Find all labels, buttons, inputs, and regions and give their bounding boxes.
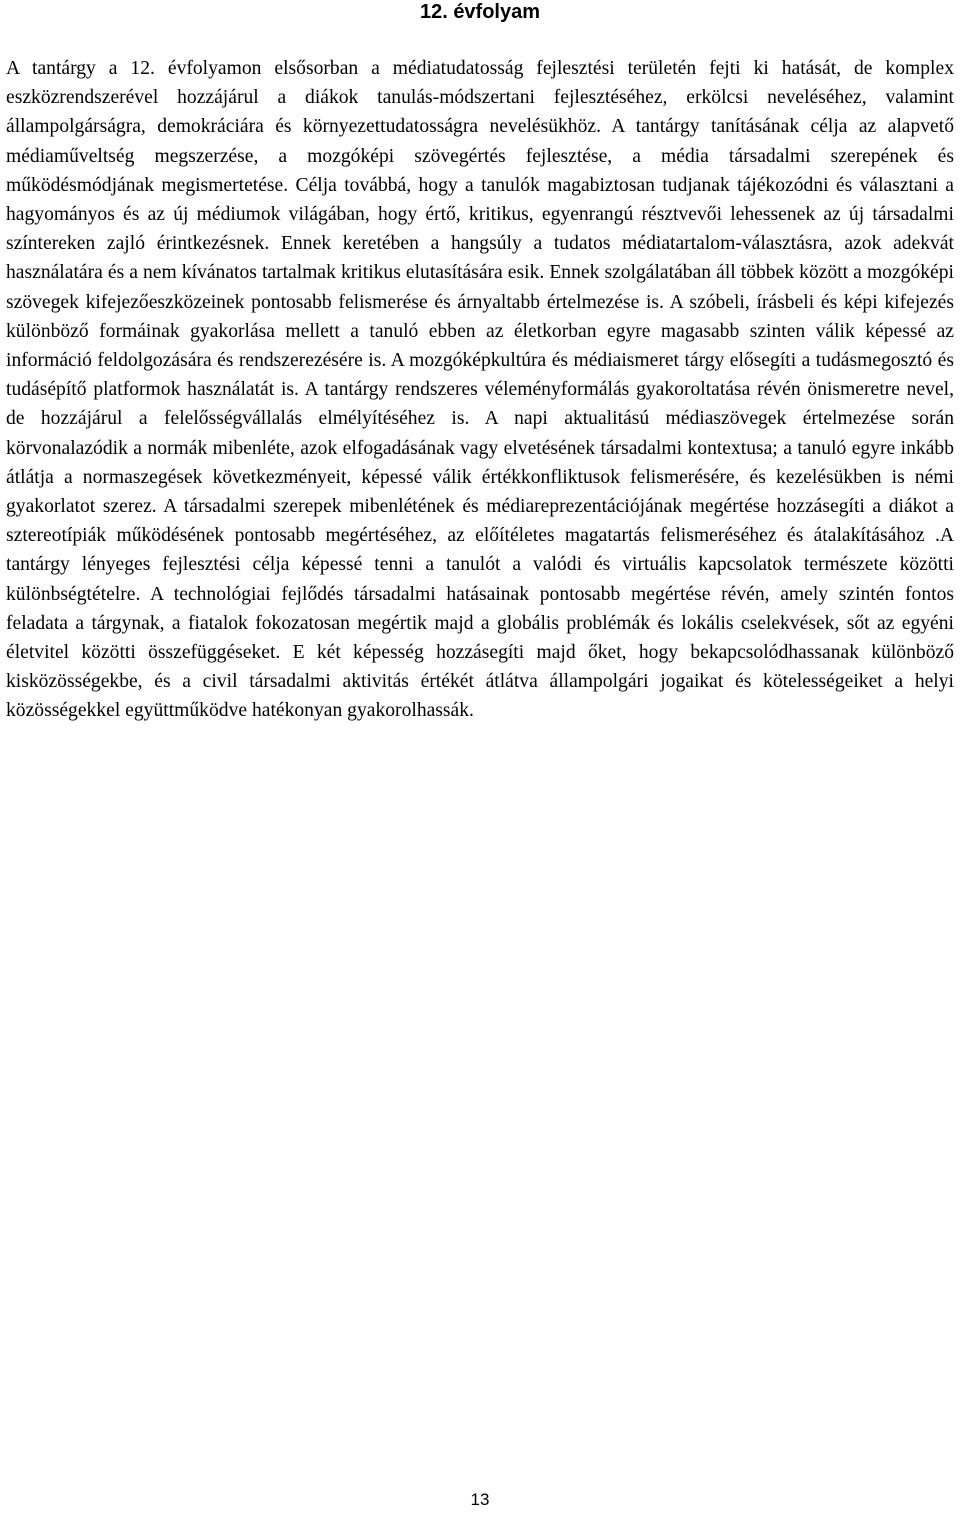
page-number: 13 — [470, 1490, 490, 1509]
page-title: 12. évfolyam — [419, 1, 541, 23]
body-paragraph: A tantárgy a 12. évfolyamon elsősorban a médiatudatosság fejlesztési területén fejti ki hatását, de komplex eszközrendszerével hozzájárul a diákok tanulás-módszertani fejlesztéséhez, erkölcsi neveléséhez, valamint állampolgárságra, demokráciára és környezettudatosságra nevelésükhöz. A tantárgy tanításának célja az alapvető médiaműveltség megszerzése, a mozgóképi szövegértés fejlesztése, a média társadalmi szerepének és működésmódjának megismertetése. Célja továbbá, hogy a tanulók magabiztosan tudjanak tájékozódni és választani a hagyományos és az új médiumok világában, hogy értő, kritikus, egyenrangú résztvevői lehessenek az új társadalmi színtereken zajló érintkezésnek. Ennek keretében a hangsúly a tudatos médiatartalom-választásra, azok adekvát használatára és a nem kívánatos tartalmak kritikus elutasítására esik. Ennek szolgálatában áll többek között a mozgóképi szövegek kifejezőeszközeinek pontosabb felismerése és árnyaltabb értelmezése is. A szóbeli, írásbeli és képi kifejezés különböző formáinak gyakorlása mellett a tanuló ebben az életkorban egyre magasabb szinten válik képessé az információ feldolgozására és rendszerezésére is. A mozgóképkultúra és médiaismeret tárgy elősegíti a tudásmegosztó és tudásépítő platformok használatát is. A tantárgy rendszeres véleményformálás gyakoroltatása révén önismeretre nevel, de hozzájárul a felelősségvállalás elmélyítéséhez is. A napi aktualitású médiaszövegek értelmezése során körvonalazódik a normák mibenléte, azok elfogadásának vagy elvetésének társadalmi kontextusa; a tanuló egyre inkább átlátja a normaszegések következményeit, képessé válik értékkonfliktusok felismerésére, és kezelésükben is némi gyakorlatot szerez. A társadalmi szerepek mibenlétének és médiareprezentációjának megértése hozzásegíti a diákot a sztereotípiák működésének pontosabb megértéséhez, az előítéletes magatartás felismeréséhez és átalakításához .A tantárgy lényeges fejlesztési célja képessé tenni a tanulót a valódi és virtuális kapcsolatok természete közötti különbségtételre. A technológiai fejlődés társadalmi hatásainak pontosabb megértése révén, amely szintén fontos feladata a tárgynak, a fiatalok fokozatosan megértik majd a globális problémák és lokális cselekvések, sőt az egyéni életvitel közötti összefüggéseket. E két képesség hozzásegíti majd őket, hogy bekapcsolódhassanak különböző kisközösségekbe, és a civil társadalmi aktivitás értékét átlátva állampolgári jogaikat és kötelességeiket a helyi közösségekkel együttműködve hatékonyan gyakorolhassák. — [6, 58, 954, 722]
